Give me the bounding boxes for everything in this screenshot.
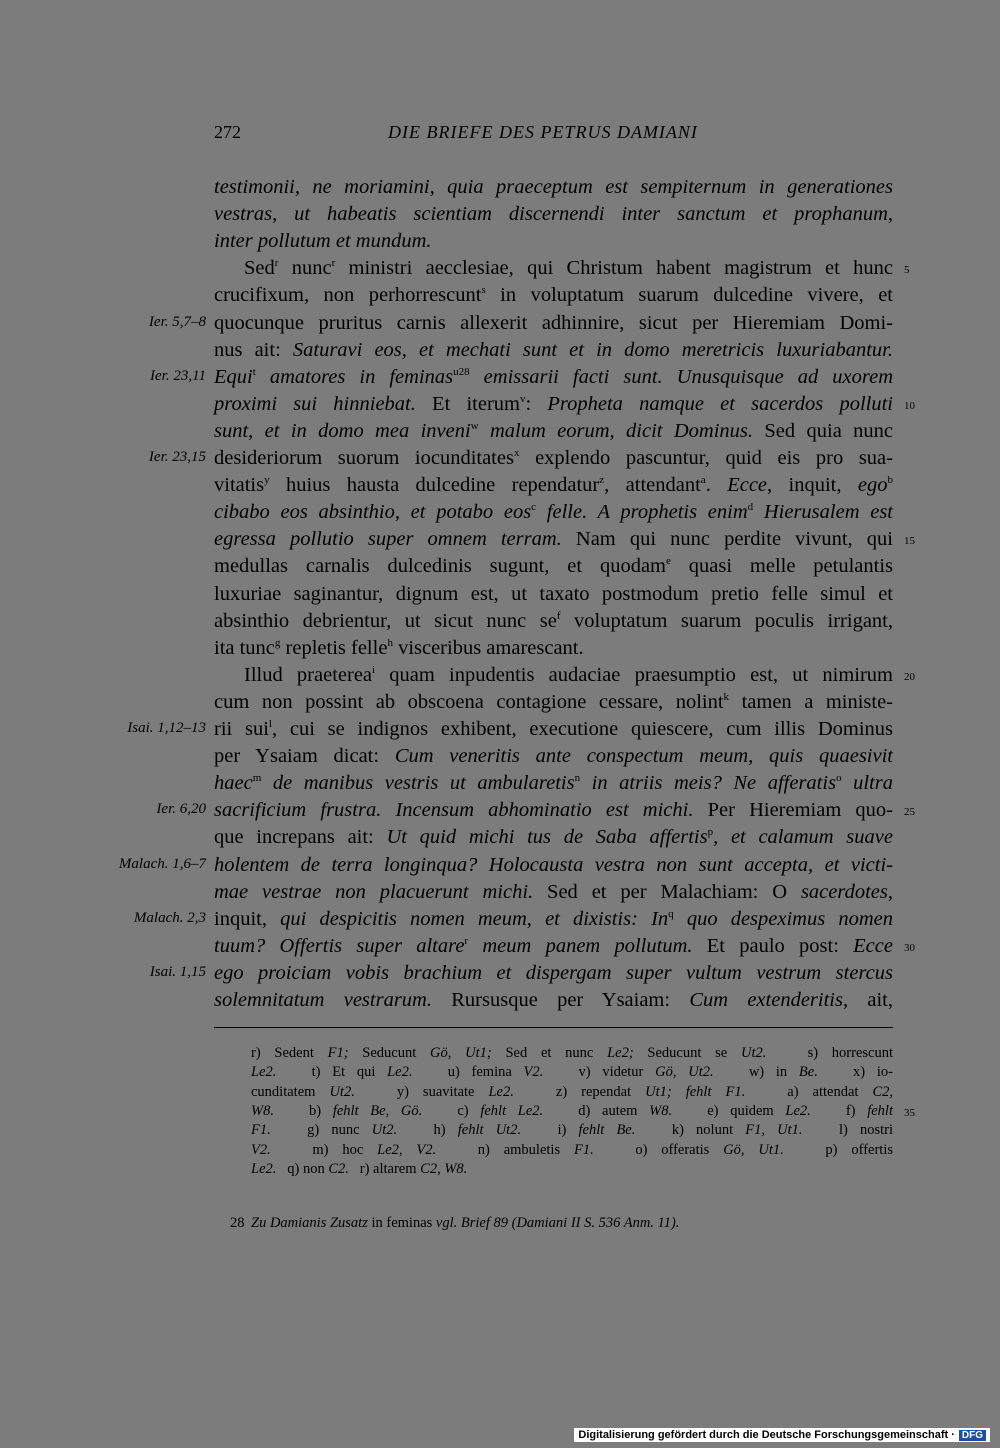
text-line: testimonii, ne moriamini, quia praeceptum est sempiternum in generationes: [214, 176, 893, 198]
line-number: 10: [904, 399, 915, 412]
margin-reference: Ier. 5,7–8: [148, 313, 206, 330]
text-line: Sed$^r$ nunc$^r$ ministri aecclesiae, qui Christum habent magistrum et hunc: [244, 257, 893, 280]
margin-reference: Isai. 1,12–13: [127, 720, 206, 736]
text-line: egressa pollutio super omnem terram. Nam qui nunc perdite vivunt, qui: [214, 528, 893, 551]
text-line: Illud praeterea$^i$ quam inpudentis audaciae praesumptio est, ut nimirum: [244, 663, 893, 686]
line-number: 15: [904, 535, 915, 548]
text-line: ego proiciam vobis brachium et dispergam super vultum vestrum stercus: [214, 961, 893, 984]
running-title: DIE BRIEFE DES PETRUS DAMIANI: [388, 122, 698, 142]
text-line: vitatis$^y$ huius hausta dulcedine rependatur$^z$, attendant$^a$. Ecce, inquit, ego$^b$: [214, 474, 893, 497]
text-line: crucifixum, non perhorrescunt$^s$ in voluptatum suarum dulcedine vivere, et: [214, 284, 893, 307]
margin-reference: Ier. 23,11: [150, 367, 206, 384]
text-line: que increpans ait: Ut quid michi tus de Saba affertis$^p$, et calamum suave: [214, 826, 893, 849]
margin-reference: Malach. 2,3: [133, 909, 206, 926]
text-line: cum non possint ab obscoena contagione cessare, nolint$^k$ tamen a ministe-: [214, 690, 894, 713]
apparatus-line: Le2. q) non C2. r) altarem C2, W8.: [251, 1160, 468, 1177]
footnote-number: 28: [230, 1215, 245, 1231]
credit-text: Digitalisierung gefördert durch die Deutsche Forschungsgemeinschaft ·: [578, 1429, 955, 1441]
line-number: 25: [904, 806, 915, 819]
text-line: solemnitatum vestrarum. Rursusque per Ysaiam: Cum extenderitis, ait,: [214, 989, 893, 1011]
text-line: tuum? Offertis super altare$^r$ meum panem pollutum. Et paulo post: Ecce: [214, 934, 893, 957]
margin-reference: Ier. 23,15: [148, 449, 206, 465]
text-line: desideriorum suorum iocunditates$^x$ explendo pascuntur, quid eis pro sua-: [214, 447, 893, 469]
margin-reference: Ier. 6,20: [156, 801, 206, 818]
text-line: nus ait: Saturavi eos, et mechati sunt et in domo meretricis luxuriabantur.: [214, 338, 893, 361]
text-line: sunt, et in domo mea inveni$^w$ malum eorum, dicit Dominus. Sed quia nunc: [214, 419, 894, 442]
text-line: sacrificium frustra. Incensum abhominatio est michi. Per Hieremiam quo-: [214, 799, 893, 822]
text-line: quocunque pruritus carnis allexerit adhinnire, sicut per Hieremiam Domi-: [214, 311, 893, 334]
margin-reference: Isai. 1,15: [149, 963, 206, 980]
apparatus-line: Le2. t) Et qui Le2. u) femina V2. v) videtur Gö, Ut2. w) in Be. x) io-: [251, 1064, 893, 1081]
line-number: 35: [904, 1106, 915, 1119]
apparatus-line: W8. b) fehlt Be, Gö. c) fehlt Le2. d) autem W8. e) quidem Le2. f) fehlt: [251, 1102, 893, 1119]
apparatus-line: V2. m) hoc Le2, V2. n) ambuletis F1. o) offeratis Gö, Ut1. p) offertis: [251, 1141, 893, 1158]
line-number: 30: [904, 941, 915, 954]
text-line: holentem de terra longinqua? Holocausta vestra non sunt accepta, et victi-: [214, 853, 893, 876]
line-number: 20: [904, 670, 915, 683]
dfg-logo: DFG: [959, 1430, 986, 1441]
text-line: rii sui$^l$, cui se indignos exhibent, executione quiescere, cum illis Dominus: [214, 718, 893, 740]
apparatus-line: cunditatem Ut2. y) suavitate Le2. z) rependat Ut1; fehlt F1. a) attendat C2,: [251, 1083, 893, 1100]
apparatus-line: F1. g) nunc Ut2. h) fehlt Ut2. i) fehlt Be. k) nolunt F1, Ut1. l) nostri: [251, 1122, 893, 1139]
text-line: Equi$^t$ amatores in feminas$^{u28}$ emissarii facti sunt. Unusquisque ad uxorem: [214, 365, 894, 388]
apparatus-divider: [214, 1027, 893, 1028]
text-line: inquit, qui despicitis nomen meum, et dixistis: In$^q$ quo despeximus nomen: [214, 907, 894, 930]
line-number: 5: [904, 264, 910, 277]
text-line: cibabo eos absinthio, et potabo eos$^c$ felle. A prophetis enim$^d$ Hierusalem est: [214, 501, 893, 524]
text-line: proximi sui hinniebat. Et iterum$^v$: Propheta namque et sacerdos polluti: [214, 392, 894, 415]
page-number: 272: [214, 122, 241, 142]
text-line: medullas carnalis dulcedinis sugunt, et quodam$^e$ quasi melle petulantis: [214, 555, 894, 578]
text-line: vestras, ut habeatis scientiam discernendi inter sanctum et prophanum,: [214, 203, 893, 226]
footnote-text: Zu Damianis Zusatz in feminas vgl. Brief 89 (Damiani II S. 536 Anm. 11).: [251, 1215, 680, 1231]
margin-reference: Malach. 1,6–7: [118, 855, 206, 872]
text-line: absinthio debrientur, ut sicut nunc $se^f$ voluptatum suarum poculis irrigant,: [214, 609, 893, 632]
text-line: luxuriae saginantur, dignum est, ut taxato postmodum pretio felle simul et: [214, 582, 893, 605]
text-line: per Ysaiam dicat: Cum veneritis ante conspectum meum, quis quaesivit: [214, 745, 893, 768]
text-line: inter pollutum et mundum.: [214, 230, 432, 253]
apparatus-line: r) Sedent F1; Seducunt Gö, Ut1; Sed et nunc Le2; Seducunt se Ut2. s) horrescunt: [251, 1045, 893, 1061]
text-line: mae vestrae non placuerunt michi. Sed et per Malachiam: O sacerdotes,: [214, 880, 893, 903]
digitization-credit: [574, 1428, 990, 1442]
text-line: ita tunc$^g$ repletis felle$^h$ visceribus amarescant.: [214, 636, 584, 659]
text-line: haec$^m$ de manibus vestris ut ambularetis$^n$ in atriis meis? Ne afferatis$^o$ ultra: [214, 772, 893, 795]
